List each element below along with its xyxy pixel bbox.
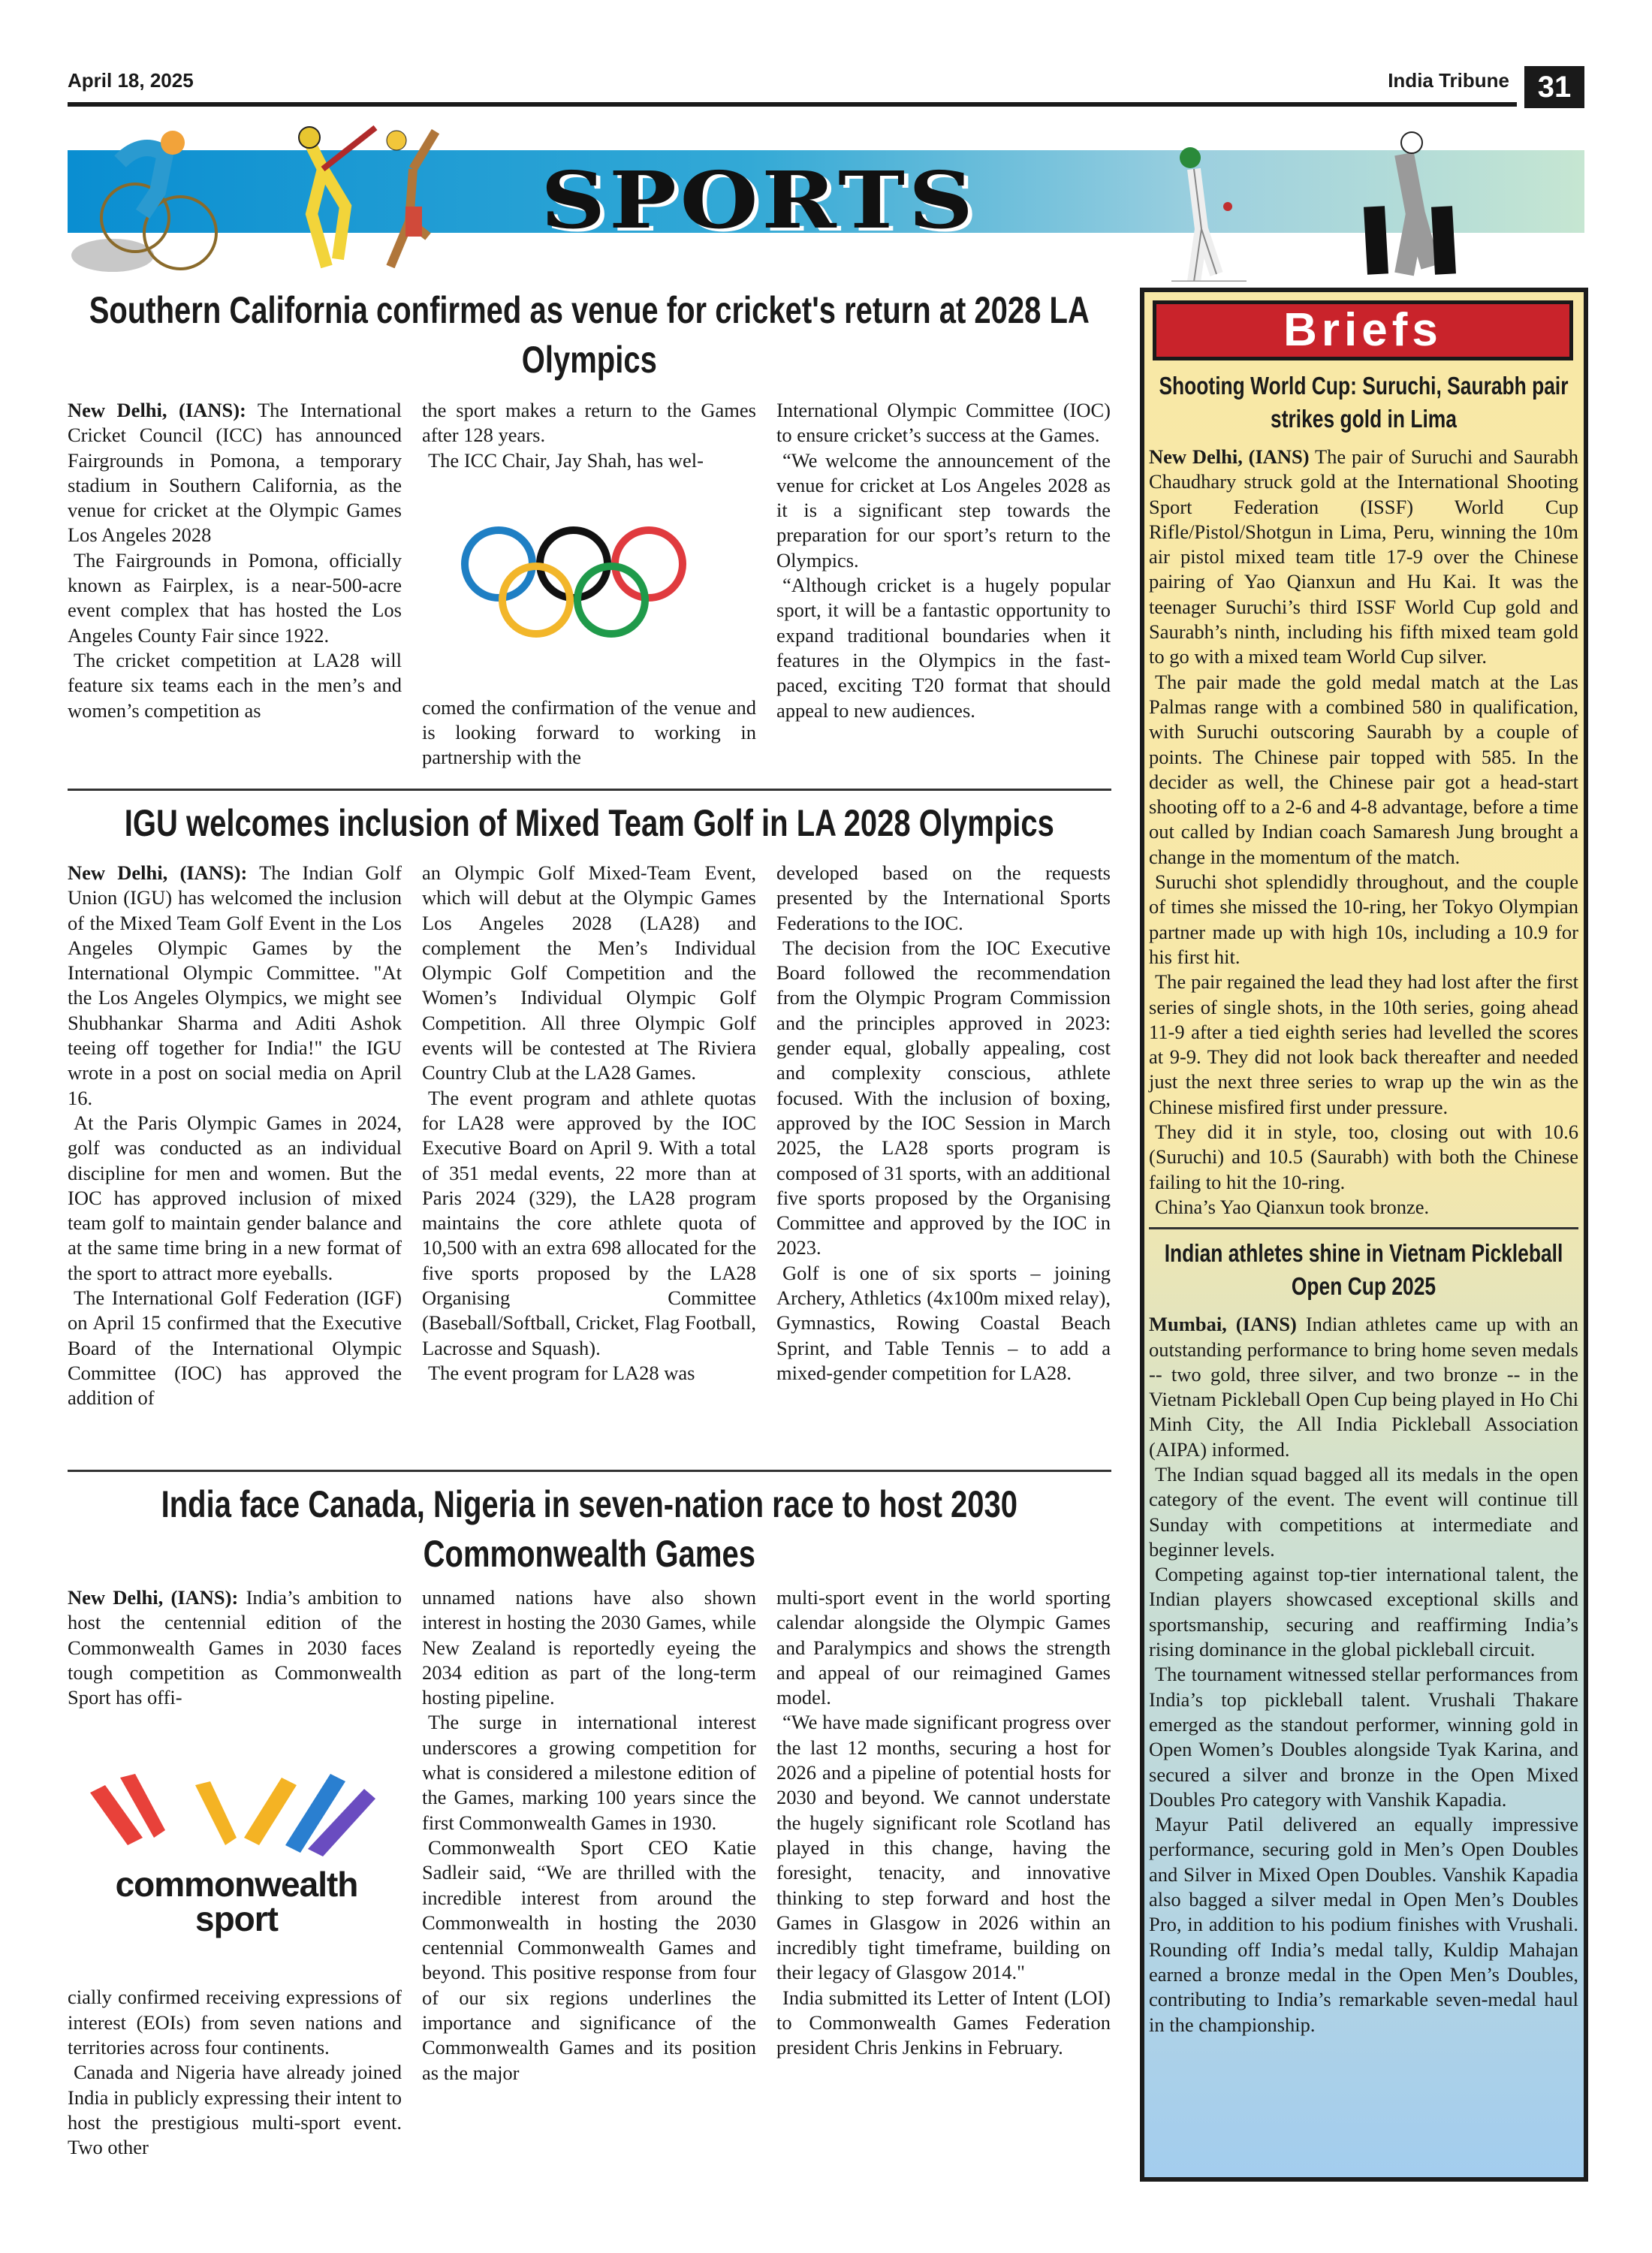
cricket-bowler-icon: [1171, 147, 1247, 282]
paragraph: comed the confirmation of the venue and is looking forward to working in partnership with the: [422, 695, 756, 769]
paragraph: “We welcome the announcement of the venue for cricket at Los Angeles 2028 as it is a significant step towards the preparation for our sport’s return to the Olympics.: [776, 448, 1111, 572]
paragraph: The cricket competition at LA28 will feature six teams each in the men’s and women’s competition as: [68, 648, 402, 722]
paragraph: Indian athletes came up with an outstanding performance to bring home seven medals -- two gold, three silver, and two bronze -- in the Vietnam Pickleball Open Cup being played in Ho Chi Minh City, the All India Pickleball Association (AIPA) informed.: [1149, 1313, 1579, 1461]
cyclist-icon: [71, 131, 216, 272]
ice-hockey-players-icon: [1374, 132, 1446, 274]
paragraph: Competing against top-tier international talent, the Indian players showcased exceptional skills and sportsmanship, securing and reaffirming India’s rising dominance in the global pickleball circuit.: [1149, 1563, 1578, 1661]
article3-dateline: New Delhi, (IANS):: [68, 1586, 239, 1609]
paragraph: Mayur Patil delivered an equally impressive performance, securing gold in Men’s Open Doubles and Silver in Mixed Open Doubles. Vanshik Kapadia also bagged a silver medal in Open Men’s Doubles Pro, in addition to his podium finishes with Vrushali. Rounding off India’s medal tally, Kuldip Mahajan earned a bronze medal in the Open Men’s Doubles, contributing to India’s remarkable seven-medal haul in the championship.: [1149, 1813, 1578, 2036]
article2-col3: [776, 861, 1111, 1463]
article1-headline: Southern California confirmed as venue for cricket's return at 2028 LA Olympics: [89, 289, 1090, 381]
paragraph: Canada and Nigeria have already joined India in publicly expressing their intent to host the prestigious multi-sport event. Two other: [68, 2061, 402, 2159]
briefs-title: Briefs: [1153, 300, 1573, 360]
article2-col1: [68, 861, 402, 1463]
paragraph: International Olympic Committee (IOC) to ensure cricket’s success at the Games.: [776, 399, 1111, 447]
paragraph: the sport makes a return to the Games after 128 years.: [422, 399, 756, 447]
article2-col2: [422, 861, 756, 1463]
article1-headline-wrap: [68, 285, 1111, 398]
paragraph: The ICC Chair, Jay Shah, has wel-: [428, 448, 704, 472]
article3-headline-wrap: [68, 1479, 1111, 1585]
commonwealth-chevrons-icon: [83, 1755, 390, 1860]
logo-text-commonwealth: commonwealth: [115, 1864, 358, 1904]
article2-headline: IGU welcomes inclusion of Mixed Team Golf in LA 2028 Olympics: [124, 802, 1054, 844]
article3-col3: [776, 1585, 1111, 2161]
brief2-headline: Indian athletes shine in Vietnam Pickleball Open Cup 2025: [1164, 1239, 1563, 1301]
brief2-headline-wrap: [1149, 1237, 1578, 1312]
briefs-divider: [1149, 1227, 1578, 1229]
article1-col2: [422, 398, 756, 785]
brief1-headline-wrap: [1149, 369, 1578, 445]
paragraph: “Although cricket is a hugely popular sport, it will be a fantastic opportunity to expand traditional boundaries when it features in the Olympics in the fast-paced, exciting T20 format that should appeal to new audiences.: [776, 574, 1111, 722]
paragraph: developed based on the requests presented by the International Sports Federations to the IOC.: [776, 861, 1111, 934]
article3-headline: India face Canada, Nigeria in seven-nation race to host 2030 Commonwealth Games: [161, 1483, 1017, 1575]
paragraph: The decision from the IOC Executive Board followed the recommendation from the Olympic Program Commission and the principles approved in 2023: gender equal, globally appealing, cost and complexity conscious, athlete focused. With the inclusion of boxing, approved by the IOC Session in March 2025, the LA28 sports program is composed of 31 sports, with an additional five sports proposed by the Organising Committee and approved by the IOC in 2023.: [776, 936, 1111, 1259]
paragraph: The tournament witnessed stellar performances from India’s top pickleball talent. Vrushali Thakare emerged as the standout performer, winning gold in Open Women’s Doubles alongside Tyak Karina, and secured a silver and bronze in the Open Mixed Doubles Pro category with Vanshik Kapadia.: [1149, 1663, 1578, 1811]
paragraph: The Indian Golf Union (IGU) has welcomed the inclusion of the Mixed Team Golf Event in the Los Angeles Olympic Games by the International Olympic Committee. "At the Los Angeles Olympics, we might see Shubhankar Sharma and Aditi Ashok teeing off together for India!" the IGU wrote in a post on social media on April 16.: [68, 861, 402, 1109]
header-rule: [68, 102, 1517, 107]
paragraph: Commonwealth Sport CEO Katie Sadleir said, “We are thrilled with the incredible interest from around the Commonwealth in hosting the 2030 centennial Commonwealth Games and beyond. This positive response from four of our six regions underlines the importance and significance of the Commonwealth Games and its position as the major: [422, 1835, 756, 2084]
paragraph: multi-sport event in the world sporting calendar alongside the Olympic Games and Paralympics and shows the strength and appeal of our reimagined Games model.: [776, 1586, 1111, 1709]
paragraph: The Indian squad bagged all its medals in the open category of the event. The event will continue till Sunday with competitions at intermediate and beginner levels.: [1149, 1462, 1578, 1561]
article1-col3: [776, 398, 1111, 785]
paragraph: The Fairgrounds in Pomona, officially known as Fairplex, is a near-500-acre event complex that has hosted the Los Angeles County Fair since 1922.: [68, 548, 402, 647]
article3-body: [68, 1585, 1111, 2161]
paragraph: The pair made the gold medal match at the Las Palmas range with a combined 580 in qualification, with Suruchi outscoring Saurabh by a couple of points. The Chinese pair topped with 585. In the decider as well, the Chinese pair got a head-start shooting off to a 2-6 and 4-8 advantage, before a time out called by Indian coach Samaresh Jung brought a change in the momentum of the match.: [1149, 670, 1578, 868]
brief2-body: [1149, 1312, 1578, 2037]
article3-col2: [422, 1585, 756, 2161]
section-title: SPORTS: [541, 154, 977, 246]
article1-dateline: New Delhi, (IANS):: [68, 399, 246, 421]
article2-dateline: New Delhi, (IANS):: [68, 861, 248, 884]
paragraph: The event program for LA28 was: [428, 1361, 695, 1384]
article1-col1: [68, 398, 402, 785]
paragraph: At the Paris Olympic Games in 2024, golf was conducted as an individual discipline for men and women. But the IOC has approved inclusion of mixed team golf to maintain gender balance and at the same time bring in a new format of the sport to attract more eyeballs.: [68, 1111, 402, 1284]
paragraph: unnamed nations have also shown interest in hosting the 2030 Games, while New Zealand is reportedly eyeing the 2034 edition as part of the long-term hosting pipeline.: [422, 1586, 756, 1709]
article3-col1: [68, 1585, 402, 2161]
paragraph: China’s Yao Qianxun took bronze.: [1155, 1195, 1430, 1218]
paragraph: The International Cricket Council (ICC) has announced Fairgrounds in Pomona, a temporary stadium in Southern California, as the venue for cricket at the Olympic Games Los Angeles 2028: [68, 399, 402, 547]
paragraph: The surge in international interest underscores a growing competition for what is considered a milestone edition of the Games, marking 100 years since the first Commonwealth Games in 1930.: [422, 1711, 756, 1834]
article1-body: [68, 398, 1111, 785]
issue-date: April 18, 2025: [68, 69, 194, 92]
section-divider: [68, 1470, 1111, 1472]
articles-area: [68, 285, 1111, 2161]
brief1-dateline: New Delhi, (IANS): [1149, 445, 1310, 468]
paragraph: India submitted its Letter of Intent (LOI) to Commonwealth Games Federation president Chris Jenkins in February.: [776, 1986, 1111, 2059]
brief2-dateline: Mumbai, (IANS): [1149, 1313, 1297, 1336]
publication-name: India Tribune: [1388, 69, 1509, 92]
paragraph: The event program and athlete quotas for LA28 were approved by the IOC Executive Board on April 9. With a total of 351 medal events, 22 more than at Paris 2024 (329), the LA28 program maintains the core athlete quota of 10,500 with an extra 698 allocated for the five sports proposed by the LA28 Organising Committee (Baseball/Softball, Cricket, Flag Football, Lacrosse and Squash).: [422, 1086, 756, 1359]
brief1-body: [1149, 445, 1578, 1220]
olympic-rings-logo: [457, 523, 690, 643]
paragraph: The pair regained the lead they had lost after the first series of single shots, in the 10th series, going ahead 11-9 after a tied eighth series had levelled the scores at 9-9. They did not look back thereafter and needed just the next three series to wrap up the win as the Chinese misfired first under pressure.: [1149, 970, 1578, 1118]
paragraph: India’s ambition to host the centennial edition of the Commonwealth Games in 2030 faces tough competition as Commonwealth Sport has offi-: [68, 1586, 402, 1709]
briefs-content: [1149, 369, 1578, 2037]
article2-body: [68, 861, 1111, 1463]
paragraph: cially confirmed receiving expressions of interest (EOIs) from seven nations and territories across four continents.: [68, 1986, 402, 2059]
paragraph: “We have made significant progress over the last 12 months, securing a host for 2026 and a pipeline of potential hosts for 2030 and beyond. We cannot understate the hugely significant role Scotland has played in this change, having the foresight, tenacity, and innovative thinking to step forward and host the Games in Glasgow in 2026 within an incredibly tight timeframe, building on their legacy of Glasgow 2014.": [776, 1711, 1111, 1984]
article2-headline-wrap: [68, 798, 1111, 861]
paragraph: an Olympic Golf Mixed-Team Event, which will debut at the Olympic Games Los Angeles 2028 (LA28) and complement the Men’s Individual Olympic Golf Competition and the Women’s Individual Olympic Golf Competition. All three Olympic Golf events will be contested at The Riviera Country Club at the LA28 Games.: [422, 861, 756, 1084]
paragraph: Golf is one of six sports – joining Archery, Athletics (4x100m mixed relay), Gymnastics, Rowing Coastal Beach Sprint, and Table Tennis – to add a mixed-gender competition for LA28.: [776, 1261, 1111, 1384]
volleyball-player-icon: [387, 131, 436, 267]
brief1-headline: Shooting World Cup: Suruchi, Saurabh pair strikes gold in Lima: [1159, 372, 1569, 433]
cricket-batsman-icon: [299, 127, 375, 267]
logo-text-sport: sport: [195, 1899, 278, 1938]
paragraph: The pair of Suruchi and Saurabh Chaudhary struck gold at the International Shooting Sport Federation (ISSF) World Cup Rifle/Pistol/Shotgun in Lima, Peru, winning the 10m air pistol mixed team title 17-9 over the Chinese pairing of Yao Qianxun and Hu Kai. It was the teenager Suruchi’s third ISSF World Cup gold and Saurabh’s ninth, including his fifth mixed team gold to go with a mixed team World Cup silver.: [1149, 445, 1578, 668]
paragraph: They did it in style, too, closing out with 10.6 (Suruchi) and 10.5 (Saurabh) with both the Chinese failing to hit the 10-ring.: [1149, 1120, 1578, 1193]
paragraph: Suruchi shot splendidly throughout, and the couple of times she missed the 10-ring, her Tokyo Olympian partner made up with high 10s, including a 10.9 for his first hit.: [1149, 870, 1578, 968]
commonwealth-sport-logo: [83, 1755, 390, 1943]
paragraph: The International Golf Federation (IGF) on April 15 confirmed that the Executive Board of the International Olympic Committee (IOC) has approved the addition of: [68, 1286, 402, 1410]
page-number: 31: [1524, 66, 1584, 108]
section-divider: [68, 789, 1111, 791]
